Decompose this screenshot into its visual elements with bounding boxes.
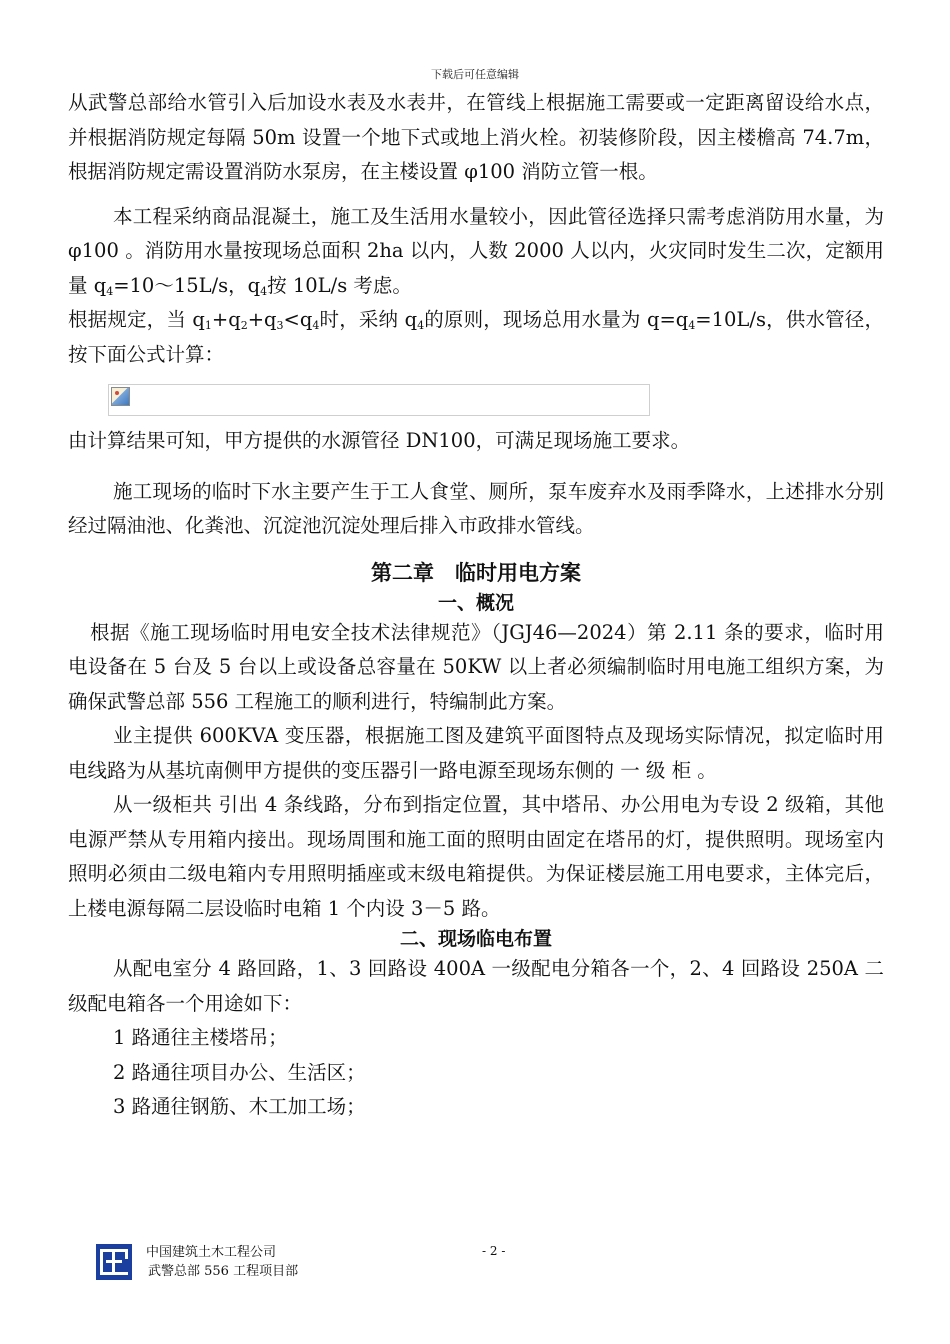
paragraph-water-supply: 从武警总部给水管引入后加设水表及水表井，在管线上根据施工需要或一定距离留设给水点，并根据消防规定每隔 50m 设置一个地下式或地上消火栓。初装修阶段，因主楼檐高 74.7m，根据消防规定需设置消防水泵房，在主楼设置 φ100 消防立管一根。 (68, 91, 884, 183)
paragraph-circuits: 从一级柜共 引出 4 条线路，分布到指定位置，其中塔吊、办公用电为专设 2 级箱，其他电源严禁从专用箱内接出。现场周围和施工面的照明由固定在塔吊的灯，提供照明。现场室内照明必须由二级电箱内专用照明插座或末级电箱提供。为保证楼层施工用电要求，主体完后，上楼电源每隔二层设临时电箱 1 个内设 3－5 路。 (68, 793, 884, 920)
formula-image-placeholder (108, 384, 650, 416)
broken-image-icon (111, 387, 130, 406)
company-name: 中国建筑土木工程公司 (146, 1245, 277, 1260)
project-name: 武警总部 556 工程项目部 (148, 1264, 299, 1279)
list-item: 1 路通往主楼塔吊； (113, 1026, 288, 1049)
list-item: 3 路通往钢筋、木工加工场； (113, 1095, 366, 1118)
header-note: 下载后可任意编辑 (431, 68, 519, 81)
section-title-layout: 二、现场临电布置 (399, 928, 552, 950)
paragraph-transformer: 业主提供 600KVA 变压器，根据施工图及建筑平面图特点及现场实际情况，拟定临时用电线路为从基坑南侧甲方提供的变压器引一路电源至现场东侧的 一 级 柜 。 (68, 724, 884, 782)
company-logo (96, 1244, 132, 1280)
document-body (68, 86, 884, 1125)
paragraph-distribution: 从配电室分 4 路回路，1、3 回路设 400A 一级配电分箱各一个，2、4 回路设 250A 二级配电箱各一个用途如下： (68, 957, 884, 1015)
paragraph-regulation: 根据《施工现场临时用电安全技术法律规范》（JGJ46—2024）第 2.11 条的要求，临时用电设备在 5 台及 5 台以上或设备总容量在 50KW 以上者必须编制临时用电施工组织方案，为确保武警总部 556 工程施工的顺利进行，特编制此方案。 (68, 620, 884, 713)
section-title-overview: 一、概况 (437, 591, 514, 614)
chapter-title: 第二章 临时用电方案 (371, 560, 581, 585)
paragraph-pipe-size: 本工程采纳商品混凝土，施工及生活用水量较小，因此管径选择只需考虑消防用水量，为 φ100 。消防用水量按现场总面积 2ha 以内，人数 2000 人以内，火灾同时发生二次，定额用量 $q_4=10\sim 15L/s$，$q_4$按 10L/s 考虑。 (68, 204, 884, 298)
paragraph-result: 由计算结果可知，甲方提供的水源管径 DN100，可满足现场施工要求。 (68, 429, 691, 452)
page-footer (96, 1240, 896, 1290)
list-item: 2 路通往项目办公、生活区； (113, 1060, 366, 1084)
paragraph-drainage: 施工现场的临时下水主要产生于工人食堂、厕所，泵车废弃水及雨季降水，上述排水分别经过隔油池、化粪池、沉淀池沉淀处理后排入市政排水管线。 (68, 479, 884, 537)
page-number: - 2 - (482, 1244, 506, 1258)
paragraph-total-water: 根据规定，当 $q_1+q_2+q_3<q_4$时，采纳 $q_4$的原则，现场总用水量为 $q=q_4=10L/s$，供水管径，按下面公式计算： (68, 308, 884, 366)
